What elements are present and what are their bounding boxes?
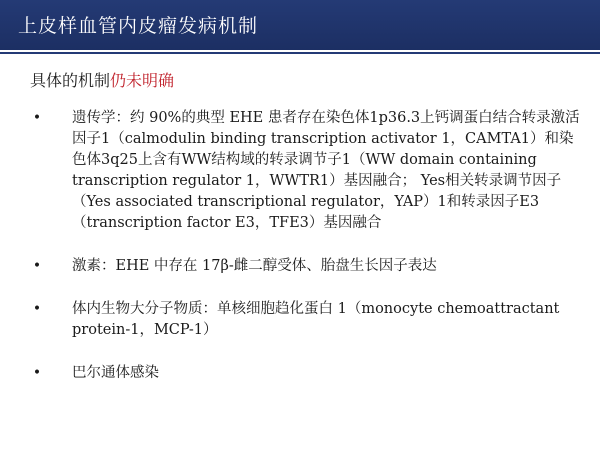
bullet-dot-icon: • [32,365,42,381]
bullet-text: 体内生物大分子物质：单核细胞趋化蛋白 1（monocyte chemoattractant protein-1，MCP-1） [72,301,560,338]
bullet-dot-icon: • [32,258,42,274]
title-divider [0,52,600,54]
subtitle-highlight: 仍未明确 [110,71,175,90]
bullet-text: 遗传学：约 90%的典型 EHE 患者存在染色体1p36.3上钙调蛋白结合转录激活因子1（calmodulin binding transcription activator 1，CAMTA1）和染色体3q25上含有WW结构域的转录调节子1（WW domain containing transcription regulator 1，WWTR1）基因融合； Yes相关转录调节因子（Yes associated transcriptional regulator，YAP）1和转录因子E3（transcription factor E3，TFE3）基因融合 [72,110,580,231]
bullet-hormones [30,256,582,277]
bullet-list [30,108,582,406]
slide-title: 上皮样血管内皮瘤发病机制 [18,15,259,37]
title-bar [0,0,600,50]
subtitle [30,68,174,91]
bullet-text: 巴尔通体感染 [72,365,159,381]
bullet-dot-icon: • [32,301,42,317]
bullet-genetics [30,108,582,234]
bullet-dot-icon: • [32,110,42,126]
bullet-infection [30,363,582,384]
subtitle-prefix: 具体的机制 [30,71,111,90]
bullet-text: 激素：EHE 中存在 17β-雌二醇受体、胎盘生长因子表达 [72,258,437,274]
bullet-macromolecules [30,299,582,341]
